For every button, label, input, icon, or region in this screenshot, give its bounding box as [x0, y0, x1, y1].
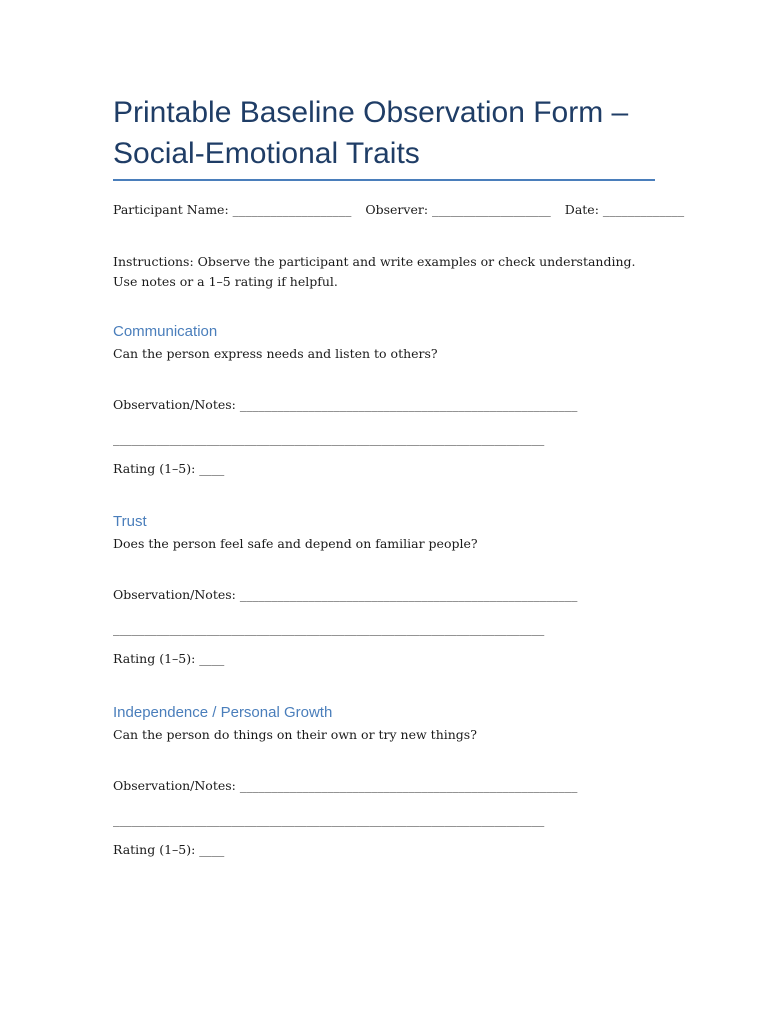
observation-notes-field[interactable]: Observation/Notes: ______________________________________________________ [113, 587, 578, 602]
observer-field[interactable]: Observer: ___________________ [365, 202, 551, 217]
section-question: Can the person express needs and listen to others? [113, 346, 438, 361]
instructions-text: Instructions: Observe the participant and write examples or check understanding. Use notes or a 1–5 rating if helpful. [113, 254, 636, 289]
notes-continuation-line[interactable]: _____________________________________________________________________ [113, 621, 545, 636]
section-heading: Trust [113, 513, 147, 530]
rating-field[interactable]: Rating (1–5): ____ [113, 651, 225, 666]
rating-field[interactable]: Rating (1–5): ____ [113, 461, 225, 476]
header-fields [113, 202, 684, 218]
section-heading: Communication [113, 323, 218, 340]
participant-name-field[interactable]: Participant Name: ___________________ [113, 202, 352, 217]
title-underline [113, 179, 655, 181]
date-field[interactable]: Date: _____________ [564, 202, 685, 217]
notes-continuation-line[interactable]: _____________________________________________________________________ [113, 812, 545, 827]
rating-field[interactable]: Rating (1–5): ____ [113, 842, 225, 857]
section-question: Can the person do things on their own or try new things? [113, 727, 477, 742]
notes-continuation-line[interactable]: _____________________________________________________________________ [113, 431, 545, 446]
document-title: Printable Baseline Observation Form – Social-Emotional Traits [113, 96, 629, 170]
observation-notes-field[interactable]: Observation/Notes: ______________________________________________________ [113, 397, 578, 412]
observation-notes-field[interactable]: Observation/Notes: ______________________________________________________ [113, 778, 578, 793]
section-heading: Independence / Personal Growth [113, 704, 333, 721]
section-question: Does the person feel safe and depend on familiar people? [113, 536, 478, 551]
